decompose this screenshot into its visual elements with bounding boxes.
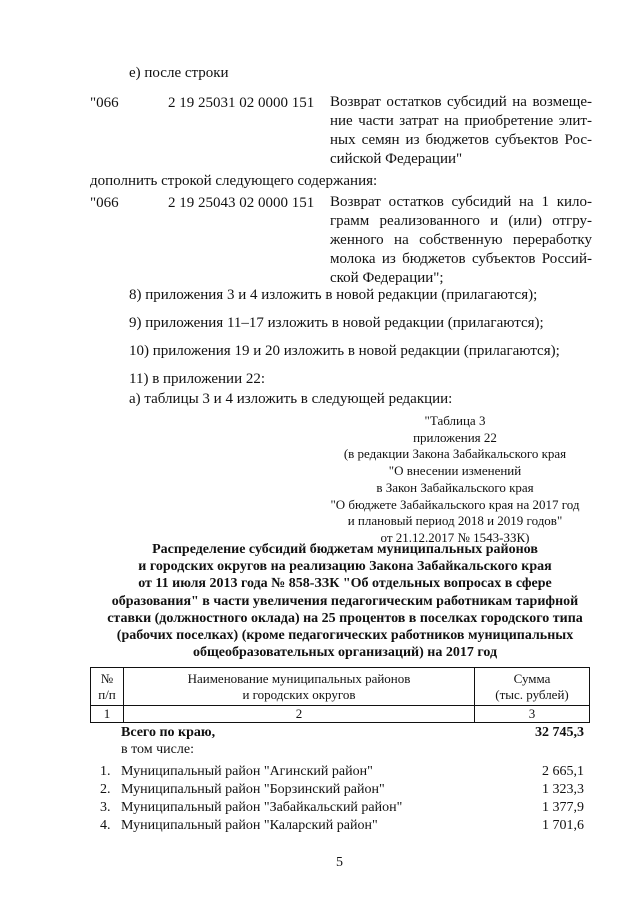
table-ref-line: "О бюджете Забайкальского края на 2017 год xyxy=(330,496,580,512)
item-10: 10) приложения 19 и 20 изложить в новой редакции (прилагаются); xyxy=(129,343,560,359)
entry2-description xyxy=(330,193,592,288)
column-number-cell: 3 xyxy=(475,706,590,723)
table-reference xyxy=(330,413,580,547)
entry1-prefix: "066 xyxy=(90,95,119,111)
header-text: п/п xyxy=(98,686,116,702)
entry2-desc-line: Возврат остатков субсидий на 1 кило- xyxy=(330,194,592,210)
title-line: образования" в части увеличения педагогическим работникам тарифной xyxy=(111,593,579,609)
table-ref-line: "О внесении изменений xyxy=(388,463,522,479)
table-ref-line: в Закон Забайкальского края xyxy=(376,479,534,495)
item-9: 9) приложения 11–17 изложить в новой редакции (прилагаются); xyxy=(129,315,544,331)
entry1-desc-line: Возврат остатков субсидий на возмеще- xyxy=(330,94,592,110)
entry1-desc-line: ние части затрат на приобретение элит- xyxy=(330,113,592,129)
header-text: № xyxy=(100,670,114,686)
table-ref-line: приложения 22 xyxy=(413,429,497,445)
entry2-desc-line: грамм реализованного и (или) отгру- xyxy=(330,213,592,229)
row-value: 1 377,9 xyxy=(542,800,584,815)
total-label: Всего по краю, xyxy=(121,725,216,740)
column-number-cell: 1 xyxy=(91,706,124,723)
row-name: Муниципальный район "Агинский район" xyxy=(121,764,373,779)
item-11: 11) в приложении 22: xyxy=(129,371,266,387)
item-a: а) таблицы 3 и 4 изложить в следующей редакции: xyxy=(129,391,453,407)
entry2-desc-line: женного на собственную переработку xyxy=(330,232,592,248)
entry2-desc-line: молока из бюджетов субъектов Россий- xyxy=(330,251,592,267)
title-line: общеобразовательных организаций) на 2017 год xyxy=(192,645,498,661)
title-line: от 11 июля 2013 года № 858-ЗЗК "Об отдельных вопросах в сфере xyxy=(138,576,552,592)
table-ref-line: от 21.12.2017 № 1543-ЗЗК) xyxy=(380,529,530,545)
table-ref-line: (в редакции Закона Забайкальского края xyxy=(343,446,567,462)
entry1-desc-line: сийской Федерации" xyxy=(330,151,463,167)
header-cell-sum xyxy=(475,668,590,706)
title-line: и городских округов на реализацию Закона Забайкальского края xyxy=(138,559,552,575)
row-number: 1. xyxy=(100,764,111,779)
header-text: Сумма xyxy=(513,670,551,686)
intro-line: е) после строки xyxy=(129,65,229,81)
distribution-table-header xyxy=(90,667,590,723)
row-value: 1 323,3 xyxy=(542,782,584,797)
row-value: 2 665,1 xyxy=(542,764,584,779)
row-value: 1 701,6 xyxy=(542,818,584,833)
table-ref-line: "Таблица 3 xyxy=(424,413,486,428)
entry2-prefix: "066 xyxy=(90,195,119,211)
page-number: 5 xyxy=(336,855,343,870)
header-text: и городских округов xyxy=(242,686,356,702)
entry1-description xyxy=(330,93,592,169)
title-line: ставки (должностного оклада) на 25 процентов в поселках городского типа xyxy=(107,610,583,626)
title-line: Распределение субсидий бюджетам муниципальных районов xyxy=(152,542,538,557)
row-name: Муниципальный район "Каларский район" xyxy=(121,818,378,833)
header-text: Наименование муниципальных районов xyxy=(187,670,411,686)
header-cell-name xyxy=(124,668,475,706)
header-cell-number xyxy=(91,668,124,706)
row-number: 4. xyxy=(100,818,111,833)
supplement-line: дополнить строкой следующего содержания: xyxy=(90,173,378,189)
item-8: 8) приложения 3 и 4 изложить в новой редакции (прилагаются); xyxy=(129,287,538,303)
row-name: Муниципальный район "Борзинский район" xyxy=(121,782,385,797)
row-number: 3. xyxy=(100,800,111,815)
table-ref-line: и плановый период 2018 и 2019 годов" xyxy=(347,513,563,529)
entry2-desc-line: ской Федерации"; xyxy=(330,270,444,286)
header-text: (тыс. рублей) xyxy=(495,686,569,702)
document-title xyxy=(95,541,595,661)
row-number: 2. xyxy=(100,782,111,797)
entry2-code: 2 19 25043 02 0000 151 xyxy=(168,195,315,211)
column-number-cell: 2 xyxy=(124,706,475,723)
entry1-code: 2 19 25031 02 0000 151 xyxy=(168,95,315,111)
title-line: (рабочих поселках) (кроме педагогических работников муниципальных xyxy=(116,628,574,644)
entry1-desc-line: ных семян из бюджетов субъектов Рос- xyxy=(330,132,592,148)
total-value: 32 745,3 xyxy=(535,725,584,740)
including-label: в том числе: xyxy=(121,742,194,757)
row-name: Муниципальный район "Забайкальский район" xyxy=(121,800,403,815)
